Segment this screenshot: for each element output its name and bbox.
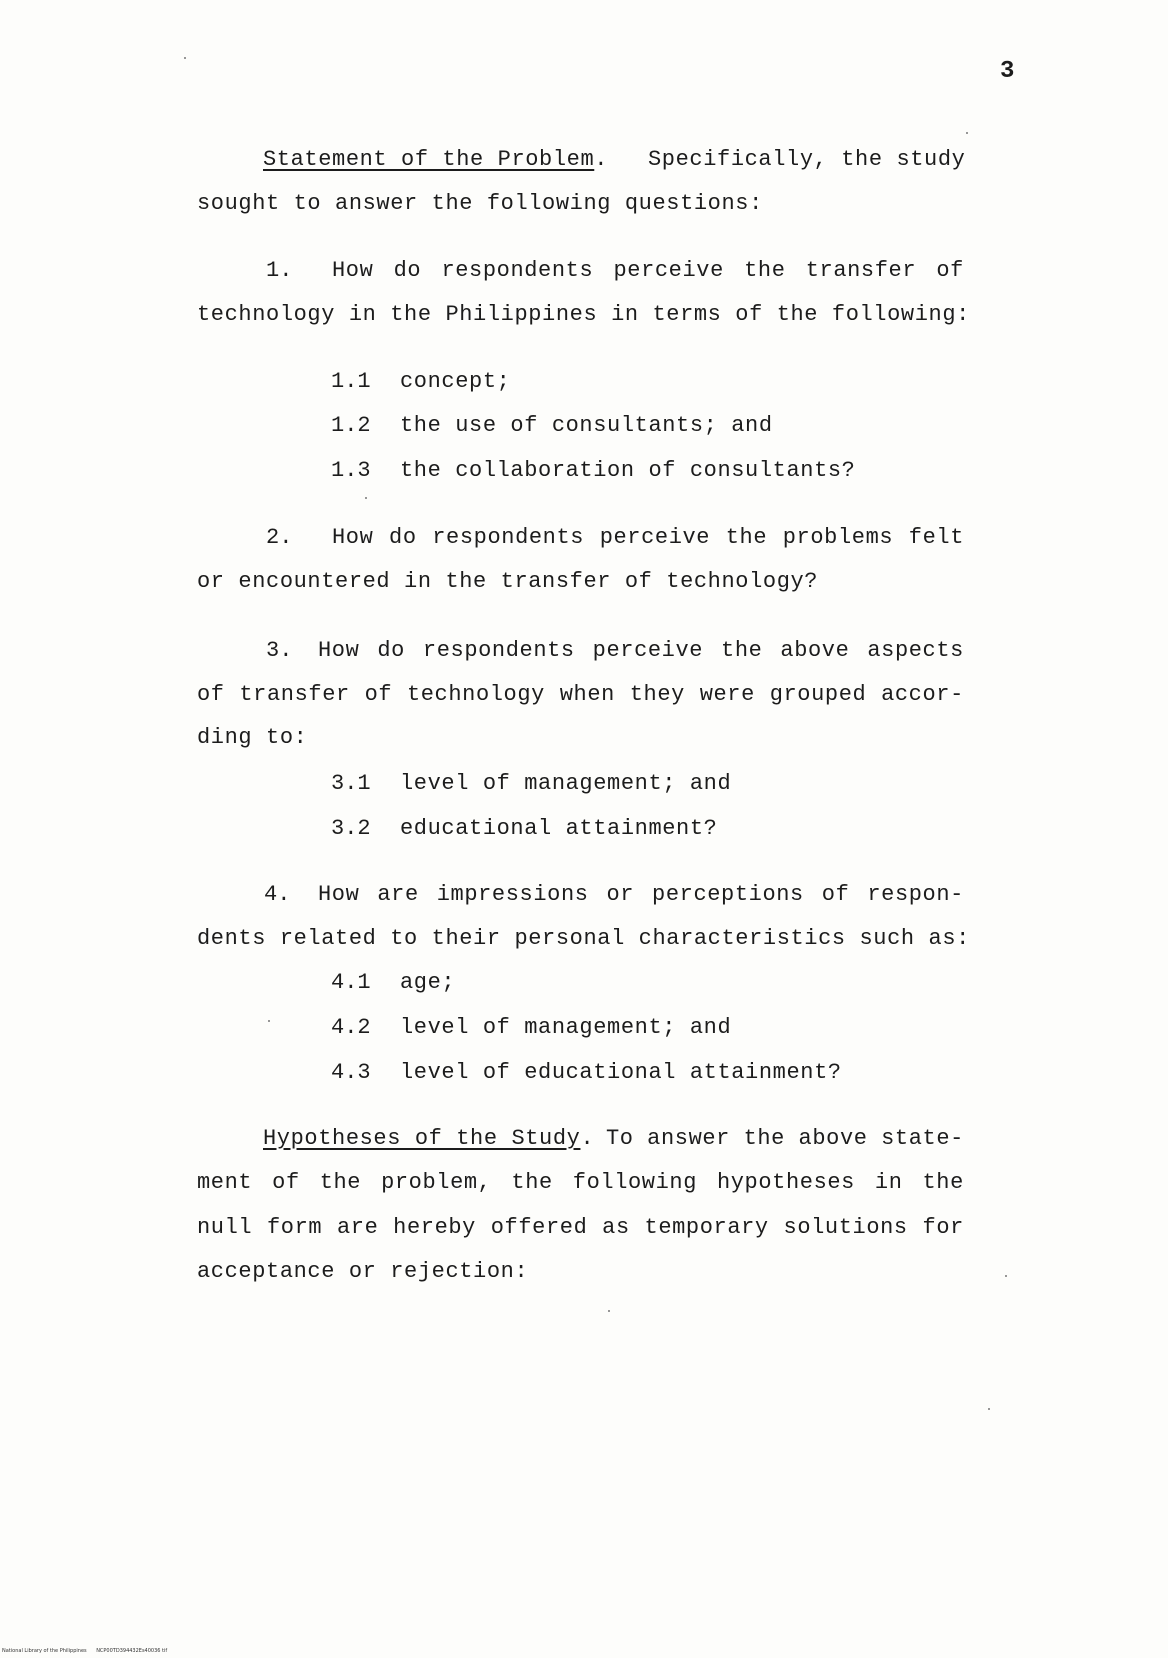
question-4-number: 4. xyxy=(264,882,291,907)
item-number: 1.1 xyxy=(331,369,371,394)
q4-word: or xyxy=(606,882,635,907)
item-text: the use of consultants; and xyxy=(400,413,773,438)
h-word: temporary xyxy=(644,1215,769,1240)
statement-intro-rest: Specifically, the study xyxy=(648,147,966,172)
statement-heading-text: Statement of the Problem xyxy=(263,147,595,172)
question-3-line2 xyxy=(197,681,964,709)
footer-library: National Library of the Philippines xyxy=(2,1648,87,1654)
h-word: the xyxy=(511,1170,553,1195)
h-word: in xyxy=(874,1170,903,1195)
q3-word: above xyxy=(780,638,850,663)
scan-speck xyxy=(1005,1275,1007,1277)
q3-word: aspects xyxy=(867,638,964,663)
hypotheses-line4: acceptance or rejection: xyxy=(197,1259,529,1284)
h-word: for xyxy=(922,1215,964,1240)
item-text: level of management; and xyxy=(400,771,732,796)
h-word: hypotheses xyxy=(716,1170,855,1195)
item-text: level of management; and xyxy=(400,1015,732,1040)
q3-word: perceive xyxy=(592,638,704,663)
item-number: 4.3 xyxy=(331,1060,371,1085)
h-word: the xyxy=(743,1126,785,1151)
item-number: 3.2 xyxy=(331,816,371,841)
scan-speck xyxy=(608,1310,610,1312)
h-word: following xyxy=(572,1170,698,1195)
h-word: offered xyxy=(490,1215,588,1240)
hypotheses-line3 xyxy=(197,1214,964,1242)
q3-word: they xyxy=(629,682,685,707)
q1-word: How xyxy=(332,258,374,283)
h-word: above xyxy=(798,1126,868,1151)
q4-word: perceptions xyxy=(652,882,804,907)
q4-word: respon- xyxy=(867,882,964,907)
q2-word: felt xyxy=(908,525,964,550)
q2-word: How xyxy=(332,525,374,550)
item-number: 3.1 xyxy=(331,771,371,796)
item-number: 4.1 xyxy=(331,970,371,995)
q3-word: were xyxy=(699,682,755,707)
q3-word: How xyxy=(318,638,360,663)
q1-word: do xyxy=(393,258,422,283)
q3-word: respondents xyxy=(422,638,575,663)
h-word: are xyxy=(336,1215,379,1240)
question-4-line2: dents related to their personal characteristics such as: xyxy=(197,926,970,951)
hypotheses-heading-period: . xyxy=(580,1126,595,1151)
footer-code: NCP00TD394432Es40036 tif xyxy=(96,1648,168,1654)
page-number: 3 xyxy=(1000,58,1015,85)
h-word: solutions xyxy=(783,1215,908,1240)
q4-word: of xyxy=(821,882,850,907)
question-3-number: 3. xyxy=(266,638,293,663)
h-word: of xyxy=(272,1170,300,1195)
h-word: problem, xyxy=(381,1170,492,1195)
q1-word: the xyxy=(744,258,786,283)
hypotheses-heading-text: Hypotheses of the Study xyxy=(263,1126,581,1151)
item-number: 1.3 xyxy=(331,458,371,483)
question-3-line1 xyxy=(318,637,964,665)
q2-word: problems xyxy=(782,525,894,550)
question-1-number: 1. xyxy=(266,258,293,283)
question-2-line2: or encountered in the transfer of technology? xyxy=(197,569,819,594)
q3-word: of xyxy=(197,682,225,707)
h-word: the xyxy=(922,1170,964,1195)
item-text: the collaboration of consultants? xyxy=(400,458,856,483)
scan-speck xyxy=(966,132,968,134)
statement-heading-period: . xyxy=(594,147,609,172)
q2-word: perceive xyxy=(599,525,711,550)
item-text: age; xyxy=(400,970,456,995)
q2-word: the xyxy=(725,525,768,550)
q3-word: transfer xyxy=(239,682,350,707)
scan-speck xyxy=(988,1408,990,1410)
q1-word: respondents xyxy=(441,258,594,283)
q4-word: impressions xyxy=(436,882,589,907)
h-word: form xyxy=(266,1215,323,1240)
q3-word: when xyxy=(559,682,615,707)
question-4-line1 xyxy=(318,881,964,909)
q3-word: technology xyxy=(406,682,545,707)
section-heading-hypotheses xyxy=(263,1125,594,1153)
h-word: hereby xyxy=(393,1215,476,1240)
scan-speck xyxy=(268,1020,270,1022)
q1-word: perceive xyxy=(613,258,724,283)
item-text: educational attainment? xyxy=(400,816,718,841)
q4-word: How xyxy=(318,882,360,907)
question-2-number: 2. xyxy=(266,525,293,550)
q3-word: the xyxy=(721,638,763,663)
q1-word: transfer xyxy=(805,258,917,283)
q3-word: of xyxy=(364,682,393,707)
h-word: state- xyxy=(881,1126,964,1151)
q1-word: of xyxy=(936,258,964,283)
h-word: null xyxy=(197,1215,253,1240)
h-word: ment xyxy=(197,1170,253,1195)
item-number: 1.2 xyxy=(331,413,371,438)
q3-word: grouped xyxy=(769,682,867,707)
q4-word: are xyxy=(377,882,419,907)
scan-speck xyxy=(365,497,367,499)
question-3-line3: ding to: xyxy=(197,725,308,750)
h-word: answer xyxy=(647,1126,730,1151)
question-1-line1 xyxy=(332,257,964,285)
h-word: as xyxy=(602,1215,630,1240)
question-1-line2: technology in the Philippines in terms of the following: xyxy=(197,302,970,327)
question-2-line1 xyxy=(332,524,964,552)
item-text: concept; xyxy=(400,369,511,394)
hypotheses-line1-rest xyxy=(606,1125,964,1153)
q2-word: do xyxy=(389,525,417,550)
q3-word: do xyxy=(377,638,405,663)
q3-word: accor- xyxy=(881,682,964,707)
h-word: the xyxy=(319,1170,362,1195)
item-number: 4.2 xyxy=(331,1015,371,1040)
q2-word: respondents xyxy=(432,525,585,550)
scan-speck xyxy=(184,57,186,59)
statement-intro-line2: sought to answer the following questions: xyxy=(197,191,763,216)
section-heading-statement xyxy=(263,146,608,174)
h-word: To xyxy=(606,1126,634,1151)
item-text: level of educational attainment? xyxy=(400,1060,842,1085)
hypotheses-line2 xyxy=(197,1169,964,1197)
scan-footer xyxy=(2,1648,167,1654)
